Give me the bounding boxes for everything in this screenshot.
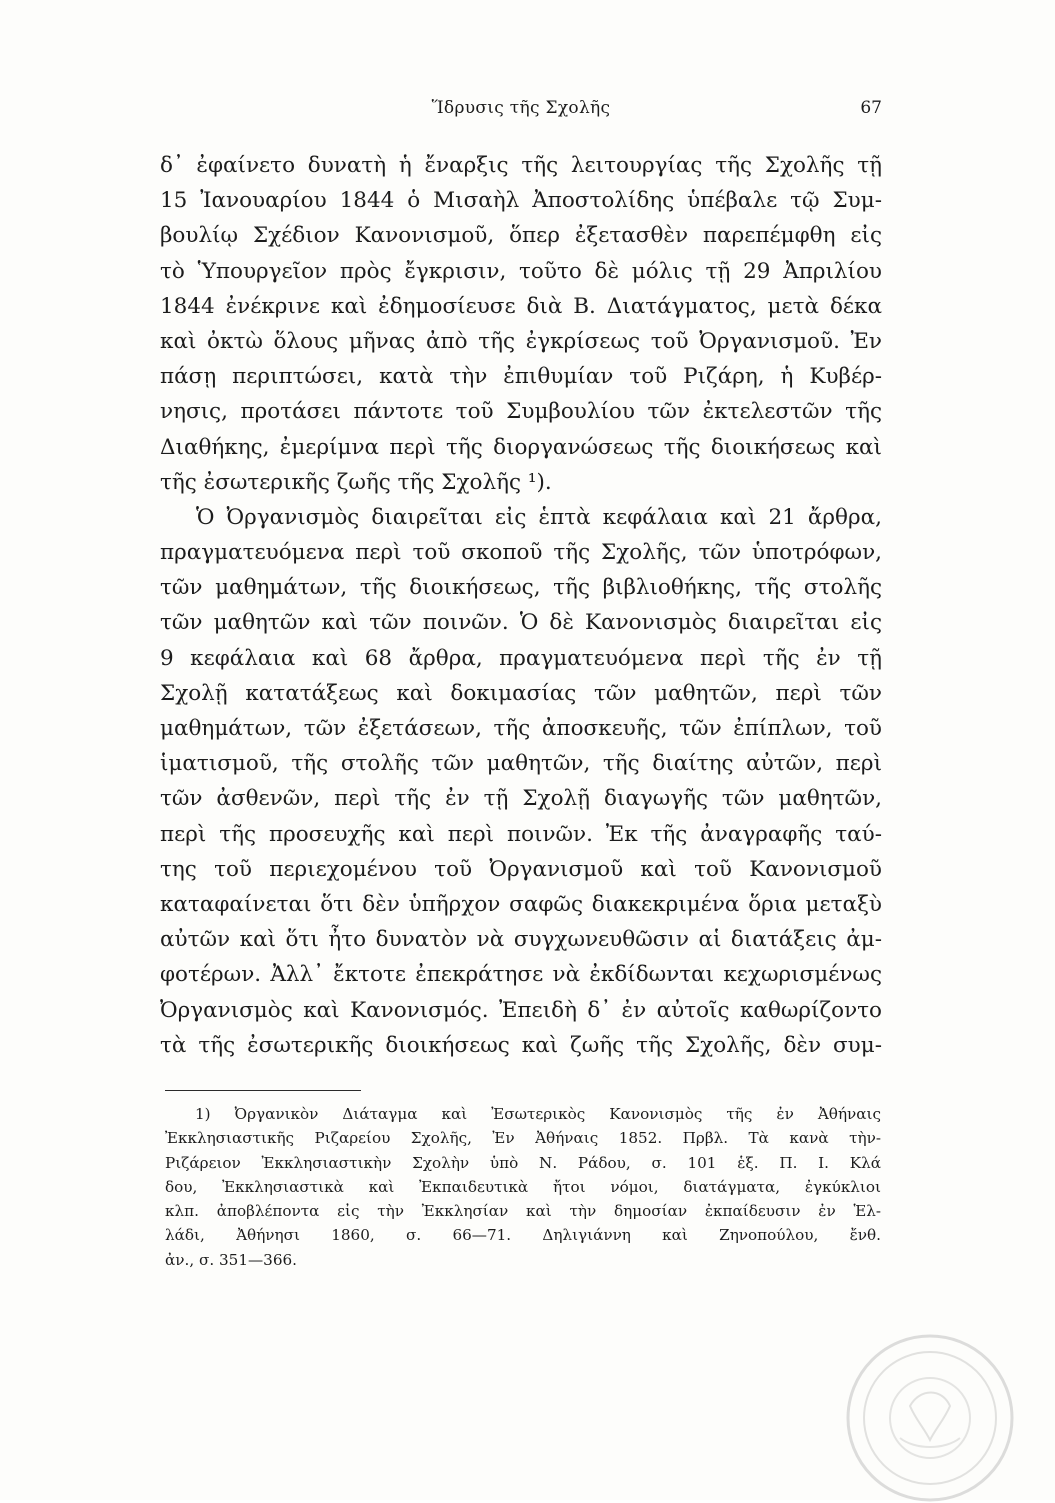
text-line: 15 Ἰανουαρίου 1844 ὁ Μισαὴλ Ἀποστολίδης ὑπέβαλε τῷ Συμ- <box>160 188 882 214</box>
footnote-line: δου, Ἐκκλησιαστικὰ καὶ Ἐκπαιδευτικὰ ἤτοι νόμοι, διατάγματα, ἐγκύκλιοι <box>165 1177 881 1196</box>
library-seal-icon <box>840 1328 1015 1503</box>
text-line: 9 κεφάλαια καὶ 68 ἄρθρα, πραγματευόμενα περὶ τῆς ἐν τῇ <box>160 645 882 671</box>
text-line: τῶν μαθητῶν καὶ τῶν ποινῶν. Ὁ δὲ Κανονισμὸς διαιρεῖται εἰς <box>160 610 882 636</box>
footnote-line: 1) Ὀργανικὸν Διάταγμα καὶ Ἐσωτερικὸς Κανονισμὸς τῆς ἐν Ἀθήναις <box>195 1105 881 1123</box>
text-line: της τοῦ περιεχομένου τοῦ Ὀργανισμοῦ καὶ τοῦ Κανονισμοῦ <box>160 856 882 882</box>
footnote-line: Ριζάρειον Ἐκκλησιαστικὴν Σχολὴν ὑπὸ Ν. Ράδου, σ. 101 ἑξ. Π. Ι. Κλά <box>165 1153 881 1172</box>
text-line: τὸ Ὑπουργεῖον πρὸς ἔγκρισιν, τοῦτο δὲ μόλις τῇ 29 Ἀπριλίου <box>160 258 882 284</box>
text-line: 1844 ἐνέκρινε καὶ ἐδημοσίευσε διὰ Β. Διατάγματος, μετὰ δέκα <box>160 293 882 319</box>
page-number: 67 <box>860 98 882 118</box>
footnotes <box>165 1102 881 1272</box>
text-line: καὶ ὀκτὼ ὅλους μῆνας ἀπὸ τῆς ἐγκρίσεως τοῦ Ὀργανισμοῦ. Ἐν <box>160 328 882 354</box>
text-line: τῶν ἀσθενῶν, περὶ τῆς ἐν τῇ Σχολῇ διαγωγῆς τῶν μαθητῶν, <box>160 786 882 812</box>
text-line: μαθημάτων, τῶν ἐξετάσεων, τῆς ἀποσκευῆς, τῶν ἐπίπλων, τοῦ <box>160 716 882 741</box>
running-header <box>160 96 882 122</box>
text-line: Ὀργανισμὸς καὶ Κανονισμός. Ἐπειδὴ δ᾽ ἐν αὐτοῖς καθωρίζοντο <box>160 997 882 1023</box>
footnote-divider <box>165 1090 361 1091</box>
text-line: Διαθήκης, ἐμερίμνα περὶ τῆς διοργανώσεως τῆς διοικήσεως καὶ <box>160 434 882 460</box>
footnote-line: κλπ. ἀποβλέποντα εἰς τὴν Ἐκκλησίαν καὶ τὴν δημοσίαν ἐκπαίδευσιν ἐν Ἑλ- <box>165 1202 881 1221</box>
text-line: πραγματευόμενα περὶ τοῦ σκοποῦ τῆς Σχολῆς, τῶν ὑποτρόφων, <box>160 540 882 566</box>
footnote-line: ἀν., σ. 351—366. <box>165 1250 297 1269</box>
text-line: τὰ τῆς ἐσωτερικῆς διοικήσεως καὶ ζωῆς τῆς Σχολῆς, δὲν συμ- <box>160 1032 882 1058</box>
text-line: τῶν μαθημάτων, τῆς διοικήσεως, τῆς βιβλιοθήκης, τῆς στολῆς <box>160 575 882 601</box>
text-line: Ὁ Ὀργανισμὸς διαιρεῖται εἰς ἑπτὰ κεφάλαια καὶ 21 ἄρθρα, <box>196 504 882 530</box>
text-line: τῆς ἐσωτερικῆς ζωῆς τῆς Σχολῆς ¹). <box>160 469 552 495</box>
text-line: πάσῃ περιπτώσει, κατὰ τὴν ἐπιθυμίαν τοῦ Ριζάρη, ἡ Κυβέρ- <box>160 364 882 390</box>
running-title: Ἵδρυσις τῆς Σχολῆς <box>431 98 611 118</box>
text-line: νησις, προτάσει πάντοτε τοῦ Συμβουλίου τῶν ἐκτελεστῶν τῆς <box>160 399 882 425</box>
text-line: Σχολῇ κατατάξεως καὶ δοκιμασίας τῶν μαθητῶν, περὶ τῶν <box>160 680 882 706</box>
text-line: βουλίῳ Σχέδιον Κανονισμοῦ, ὅπερ ἐξετασθὲν παρεπέμφθη εἰς <box>160 223 882 249</box>
text-line: περὶ τῆς προσευχῆς καὶ περὶ ποινῶν. Ἐκ τῆς ἀναγραφῆς ταύ- <box>160 821 882 847</box>
footnote-line: λάδι, Ἀθήνησι 1860, σ. 66—71. Δηλιγιάννη καὶ Ζηνοπούλου, ἔνθ. <box>165 1226 881 1245</box>
text-line: ἱματισμοῦ, τῆς στολῆς τῶν μαθητῶν, τῆς διαίτης αὐτῶν, περὶ <box>160 751 882 777</box>
footnote-line: Ἐκκλησιαστικῆς Ριζαρείου Σχολῆς, Ἐν Ἀθήναις 1852. Πρβλ. Τὰ κανὰ τὴν- <box>165 1129 881 1148</box>
text-line: φοτέρων. Ἀλλ᾽ ἔκτοτε ἐπεκράτησε νὰ ἐκδίδωνται κεχωρισμένως <box>160 962 882 988</box>
text-line: αὐτῶν καὶ ὅτι ἦτο δυνατὸν νὰ συγχωνευθῶσιν αἱ διατάξεις ἀμ- <box>160 927 882 953</box>
main-text <box>160 148 882 1063</box>
text-line: δ᾽ ἐφαίνετο δυνατὴ ἡ ἔναρξις τῆς λειτουργίας τῆς Σχολῆς τῇ <box>160 153 882 178</box>
text-line: καταφαίνεται ὅτι δὲν ὑπῆρχον σαφῶς διακεκριμένα ὅρια μεταξὺ <box>160 891 882 917</box>
